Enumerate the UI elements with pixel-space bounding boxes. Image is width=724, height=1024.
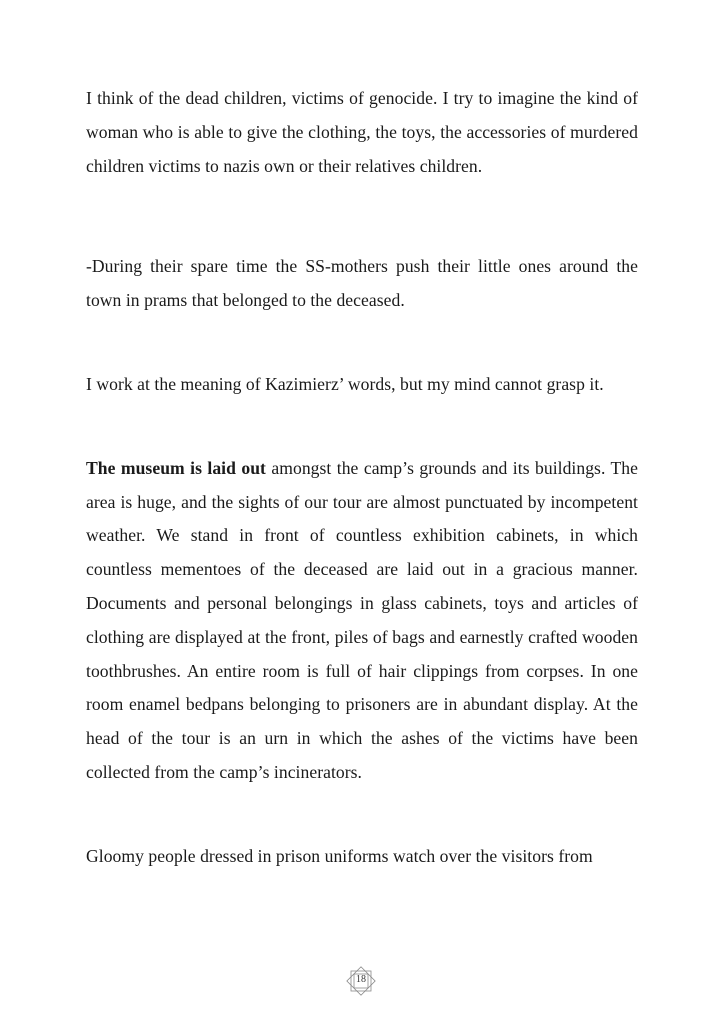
paragraph-3-text: I work at the meaning of Kazimierz’ words, but my mind cannot grasp it.: [86, 373, 604, 394]
paragraph-2: [86, 250, 638, 318]
paragraph-1-text: I think of the dead children, victims of genocide. I try to imagine the kind of woman who is able to give the clothing, the toys, the accessories of murdered children victims to nazis own or their relatives children.: [86, 88, 638, 176]
paragraph-4-lead: The museum is laid out: [86, 457, 266, 478]
page-number: 18: [356, 974, 366, 985]
page-body: [86, 82, 638, 962]
paragraph-5: [86, 840, 638, 874]
paragraph-1: [86, 82, 638, 183]
paragraph-3: [86, 368, 638, 402]
paragraph-2-text: -During their spare time the SS-mothers push their little ones around the town in prams that belonged to the deceased.: [86, 256, 638, 311]
paragraph-4-text: amongst the camp’s grounds and its buildings. The area is huge, and the sights of our tour are almost punctuated by incompetent weather. We stand in front of countless exhibition cabinets, in which countless mementoes of the deceased are laid out in a gracious manner. Documents and personal belongings in glass cabinets, toys and articles of clothing are displayed at the front, piles of bags and earnestly crafted wooden toothbrushes. An entire room is full of hair clippings from corpses. In one room enamel bedpans belonging to prisoners are in abundant display. At the head of the tour is an urn in which the ashes of the victims have been collected from the camp’s incinerators.: [86, 457, 638, 782]
paragraph-5-text: Gloomy people dressed in prison uniforms watch over the visitors from: [86, 845, 593, 866]
page-number-footer: [343, 965, 379, 997]
paragraph-4: [86, 452, 638, 790]
